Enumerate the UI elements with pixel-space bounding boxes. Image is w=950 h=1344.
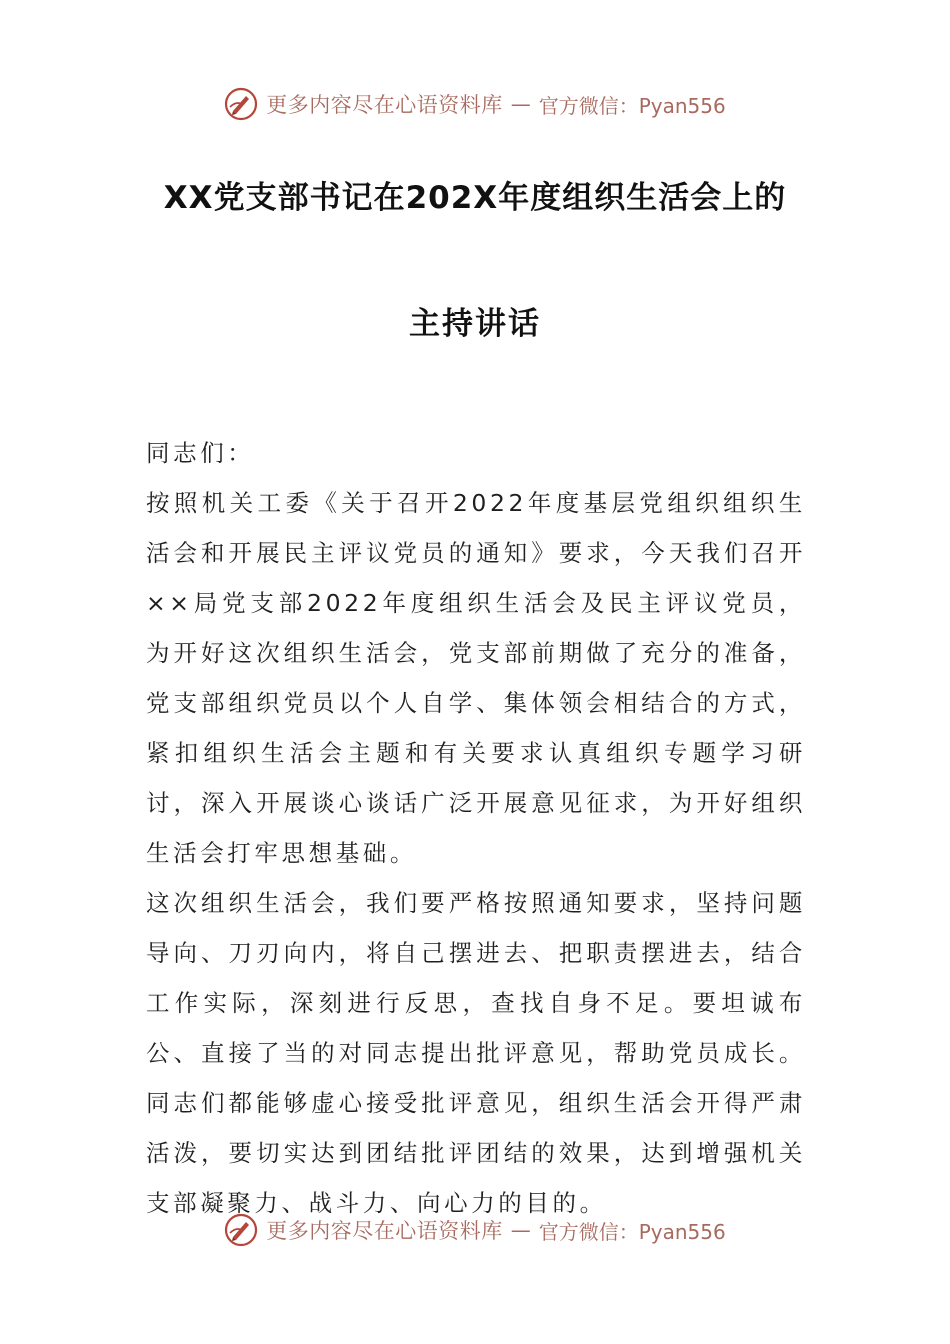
watermark-dash: — bbox=[510, 92, 531, 116]
paragraph-2: 这次组织生活会，我们要严格按照通知要求，坚持问题导向、刀刃向内，将自己摆进去、把职责摆进去，结合工作实际，深刻进行反思，查找自身不足。要坦诚布公、直接了当的对同志提出批评意见，帮助党员成长。同志们都能够虚心接受批评意见，组织生活会开得严肃活泼，要切实达到团结批评团结的效果，达到增强机关支部凝聚力、战斗力、向心力的目的。 bbox=[146, 889, 806, 1217]
footer-watermark bbox=[0, 1210, 950, 1250]
pen-logo-icon bbox=[224, 1213, 258, 1247]
watermark-dash: — bbox=[510, 1218, 531, 1242]
watermark-wechat: 官方微信：Pyan556 bbox=[538, 1219, 726, 1244]
header-watermark bbox=[0, 84, 950, 124]
document-body bbox=[146, 428, 806, 1228]
watermark-text: 更多内容尽在心语资料库 bbox=[266, 1219, 503, 1243]
paragraph-1: 按照机关工委《关于召开2022年度基层党组织组织生活会和开展民主评议党员的通知》要求，今天我们召开××局党支部2022年度组织生活会及民主评议党员，为开好这次组织生活会，党支部前期做了充分的准备，党支部组织党员以个人自学、集体领会相结合的方式，紧扣组织生活会主题和有关要求认真组织专题学习研讨，深入开展谈心谈话广泛开展意见征求，为开好组织生活会打牢思想基础。 bbox=[146, 489, 806, 867]
salutation: 同志们： bbox=[146, 439, 255, 467]
document-title-line2: 主持讲话 bbox=[409, 306, 541, 342]
document-title-line1: XX党支部书记在202X年度组织生活会上的 bbox=[163, 180, 787, 216]
watermark-text: 更多内容尽在心语资料库 bbox=[266, 93, 503, 117]
watermark-wechat: 官方微信：Pyan556 bbox=[538, 93, 726, 118]
pen-logo-icon bbox=[224, 87, 258, 121]
